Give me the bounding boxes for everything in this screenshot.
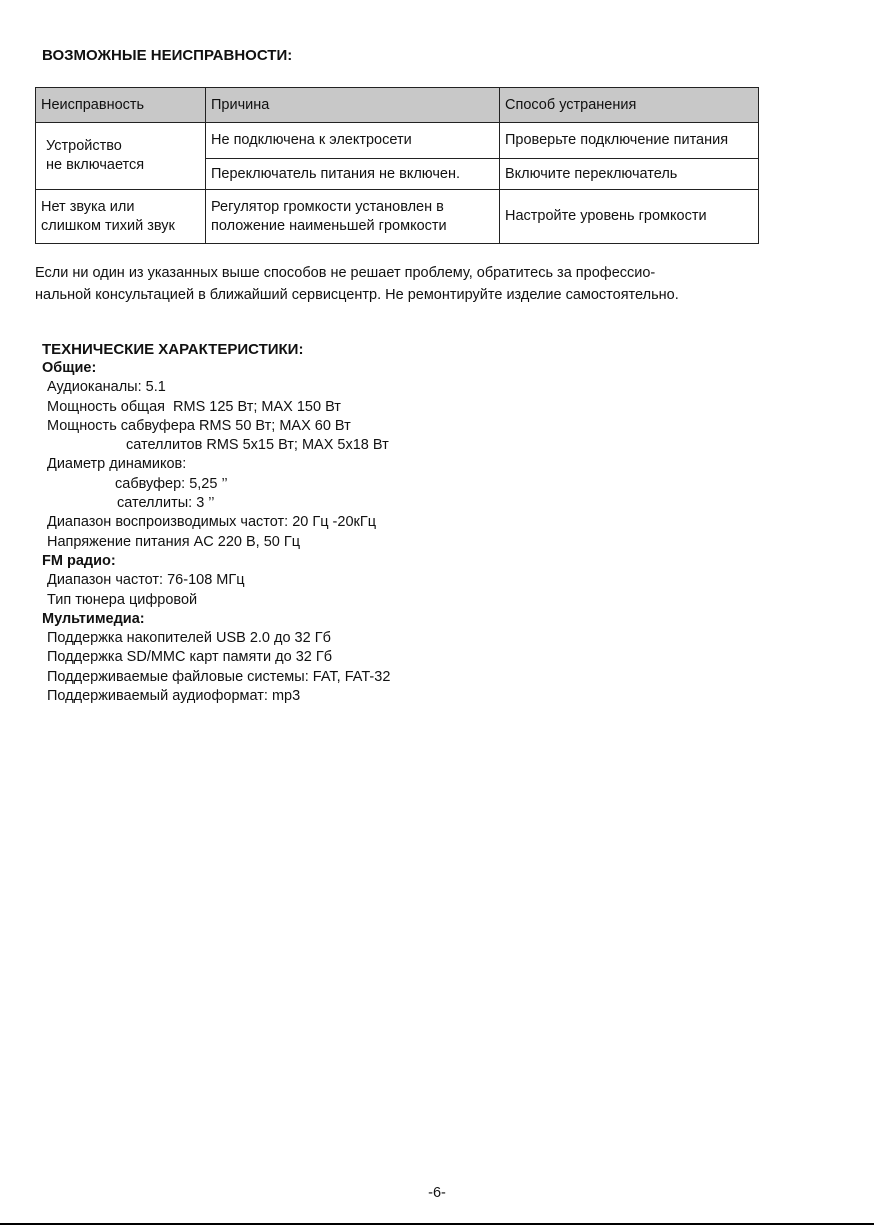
spec-subwoofer-power: Мощность сабвуфера RMS 50 Вт; MAX 60 Вт bbox=[47, 417, 351, 434]
faults-table bbox=[35, 87, 759, 244]
spec-tuner-type: Тип тюнера цифровой bbox=[47, 591, 198, 608]
specs-heading: ТЕХНИЧЕСКИЕ ХАРАКТЕРИСТИКИ: bbox=[42, 341, 304, 358]
general-group-title: Общие: bbox=[42, 360, 97, 376]
spec-audio-format: Поддерживаемый аудиоформат: mp3 bbox=[47, 688, 301, 705]
footer-divider bbox=[0, 1223, 874, 1225]
remedy-cell: Включите переключатель bbox=[500, 159, 759, 190]
cause-cell: Регулятор громкости установлен в положение наименьшей громкости bbox=[206, 190, 500, 244]
remedy-cell: Настройте уровень громкости bbox=[500, 190, 759, 244]
page-number: -6- bbox=[428, 1185, 446, 1201]
cause-cell: Не подключена к электросети bbox=[206, 123, 500, 159]
column-header-cause: Причина bbox=[206, 88, 500, 123]
fm-group-title: FM радио: bbox=[42, 552, 116, 569]
faults-header-row bbox=[36, 88, 759, 123]
spec-audio-channels: Аудиоканалы: 5.1 bbox=[47, 379, 166, 396]
spec-usb-support: Поддержка накопителей USB 2.0 до 32 Гб bbox=[47, 630, 331, 647]
spec-satellite-power: сателлитов RMS 5x15 Вт; MAX 5x18 Вт bbox=[126, 437, 389, 454]
problem-cell: Нет звука или слишком тихий звук bbox=[36, 190, 206, 244]
spec-frequency-range: Диапазон воспроизводимых частот: 20 Гц -20кГц bbox=[47, 514, 377, 531]
problem-cell: Устройство не включается bbox=[36, 123, 206, 190]
spec-supply-voltage: Напряжение питания AC 220 В, 50 Гц bbox=[47, 533, 301, 550]
spec-filesystems: Поддерживаемые файловые системы: FAT, FAT-32 bbox=[47, 668, 391, 685]
spec-total-power: Мощность общая RMS 125 Вт; MAX 150 Вт bbox=[47, 398, 341, 415]
column-header-remedy: Способ устранения bbox=[500, 88, 759, 123]
remedy-cell: Проверьте подключение питания bbox=[500, 123, 759, 159]
specs-list bbox=[42, 359, 390, 706]
spec-subwoofer-size: сабвуфер: 5,25 ’’ bbox=[115, 475, 228, 492]
table-row bbox=[36, 123, 759, 159]
faults-heading: ВОЗМОЖНЫЕ НЕИСПРАВНОСТИ: bbox=[42, 47, 293, 64]
spec-driver-diameter: Диаметр динамиков: bbox=[47, 456, 187, 473]
multimedia-group-title: Мультимедиа: bbox=[42, 610, 145, 627]
column-header-problem: Неисправность bbox=[36, 88, 206, 123]
spec-sd-support: Поддержка SD/MMC карт памяти до 32 Гб bbox=[47, 649, 333, 666]
table-row bbox=[36, 190, 759, 244]
spec-satellite-size: сателлиты: 3 ’’ bbox=[117, 495, 215, 512]
spec-fm-frequency-range: Диапазон частот: 76-108 МГц bbox=[47, 572, 245, 589]
cause-cell: Переключатель питания не включен. bbox=[206, 159, 500, 190]
service-notice: Если ни один из указанных выше способов не решает проблему, обратитесь за профессио- нальной консультацией в ближайший сервисцентр. Не ремонтируйте изделие самостоятельно. bbox=[35, 265, 679, 303]
